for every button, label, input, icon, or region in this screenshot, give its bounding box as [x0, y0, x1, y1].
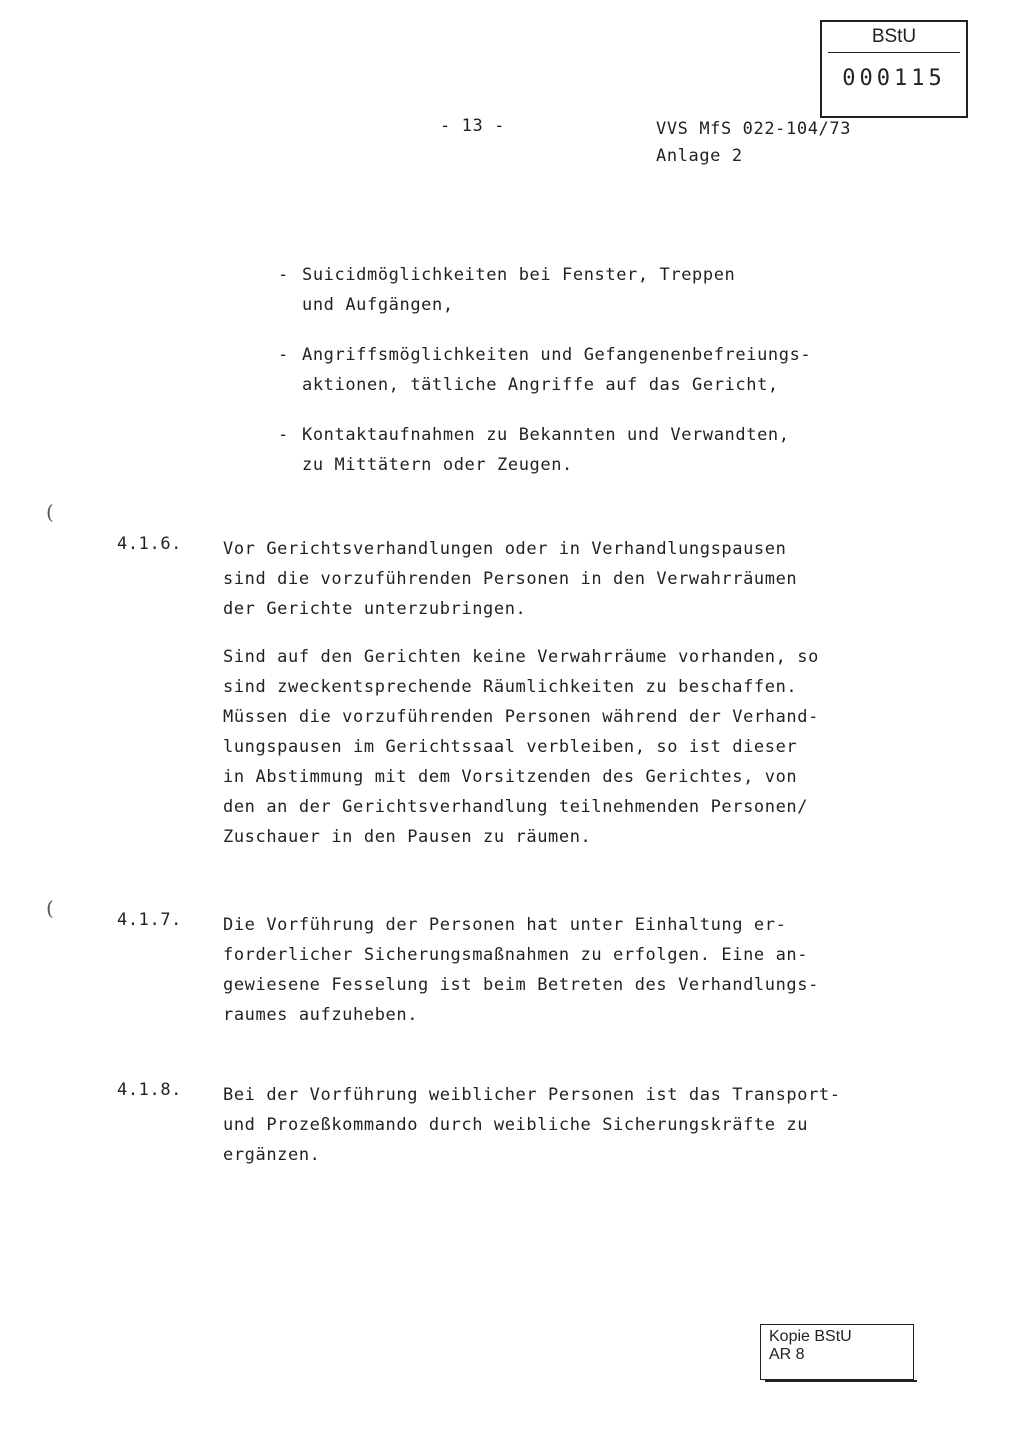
text-line: raumes aufzuheben.	[223, 1005, 419, 1025]
text-line: Müssen die vorzuführenden Personen während der Verhand-	[223, 707, 819, 727]
section-body	[223, 1080, 863, 1188]
text-line: und Prozeßkommando durch weibliche Sicherungskräfte zu	[223, 1115, 809, 1135]
text-line: lungspausen im Gerichtssaal verbleiben, so ist dieser	[223, 737, 798, 757]
text-line: den an der Gerichtsverhandlung teilnehmenden Personen/	[223, 797, 809, 817]
text-line: der Gerichte unterzubringen.	[223, 599, 527, 619]
reference-line: VVS MfS 022-104/73	[656, 119, 852, 139]
section-body	[223, 534, 863, 870]
paragraph	[223, 642, 863, 852]
section-number: 4.1.7.	[117, 910, 183, 930]
text-line: Bei der Vorführung weiblicher Personen ist das Transport-	[223, 1085, 841, 1105]
stamp-divider	[828, 52, 960, 53]
margin-bracket-mark: (	[46, 896, 54, 920]
copy-stamp	[760, 1324, 914, 1380]
text-line: Zuschauer in den Pausen zu räumen.	[223, 827, 592, 847]
document-reference	[656, 116, 851, 170]
text-line: sind die vorzuführenden Personen in den Verwahrräumen	[223, 569, 798, 589]
text-line: Sind auf den Gerichten keine Verwahrräume vorhanden, so	[223, 647, 819, 667]
text-line: Vor Gerichtsverhandlungen oder in Verhandlungspausen	[223, 539, 787, 559]
text-line: in Abstimmung mit dem Vorsitzenden des Gerichtes, von	[223, 767, 798, 787]
list-item-line: Angriffsmöglichkeiten und Gefangenenbefreiungs-	[302, 345, 812, 365]
list-item-line: Suicidmöglichkeiten bei Fenster, Treppen	[302, 265, 736, 285]
section-number: 4.1.8.	[117, 1080, 183, 1100]
dash-marker: -	[278, 425, 289, 445]
list-item-line: Kontaktaufnahmen zu Bekannten und Verwandten,	[302, 425, 790, 445]
section-body	[223, 910, 863, 1048]
paragraph	[223, 534, 863, 624]
list-item-line: aktionen, tätliche Angriffe auf das Gericht,	[302, 375, 779, 395]
list-item	[278, 420, 838, 480]
list-item	[278, 260, 838, 320]
page-number: - 13 -	[440, 116, 506, 136]
list-item-line: und Aufgängen,	[302, 295, 454, 315]
archive-stamp	[820, 20, 968, 118]
copy-stamp-line: AR 8	[769, 1346, 805, 1363]
text-line: Die Vorführung der Personen hat unter Einhaltung er-	[223, 915, 787, 935]
annex-line: Anlage 2	[656, 146, 743, 166]
stamp-title: BStU	[871, 26, 917, 47]
list-item	[278, 340, 838, 400]
copy-stamp-underline	[765, 1380, 917, 1382]
bullet-list	[278, 260, 838, 500]
paragraph	[223, 910, 863, 1030]
text-line: gewiesene Fesselung ist beim Betreten des Verhandlungs-	[223, 975, 819, 995]
copy-stamp-line: Kopie BStU	[769, 1328, 852, 1345]
dash-marker: -	[278, 265, 289, 285]
section-number: 4.1.6.	[117, 534, 183, 554]
margin-bracket-mark: (	[46, 500, 54, 524]
text-line: forderlicher Sicherungsmaßnahmen zu erfolgen. Eine an-	[223, 945, 809, 965]
dash-marker: -	[278, 345, 289, 365]
paragraph	[223, 1080, 863, 1170]
stamp-number: 000115	[842, 66, 946, 91]
text-line: sind zweckentsprechende Räumlichkeiten zu beschaffen.	[223, 677, 798, 697]
text-line: ergänzen.	[223, 1145, 321, 1165]
list-item-line: zu Mittätern oder Zeugen.	[302, 455, 573, 475]
